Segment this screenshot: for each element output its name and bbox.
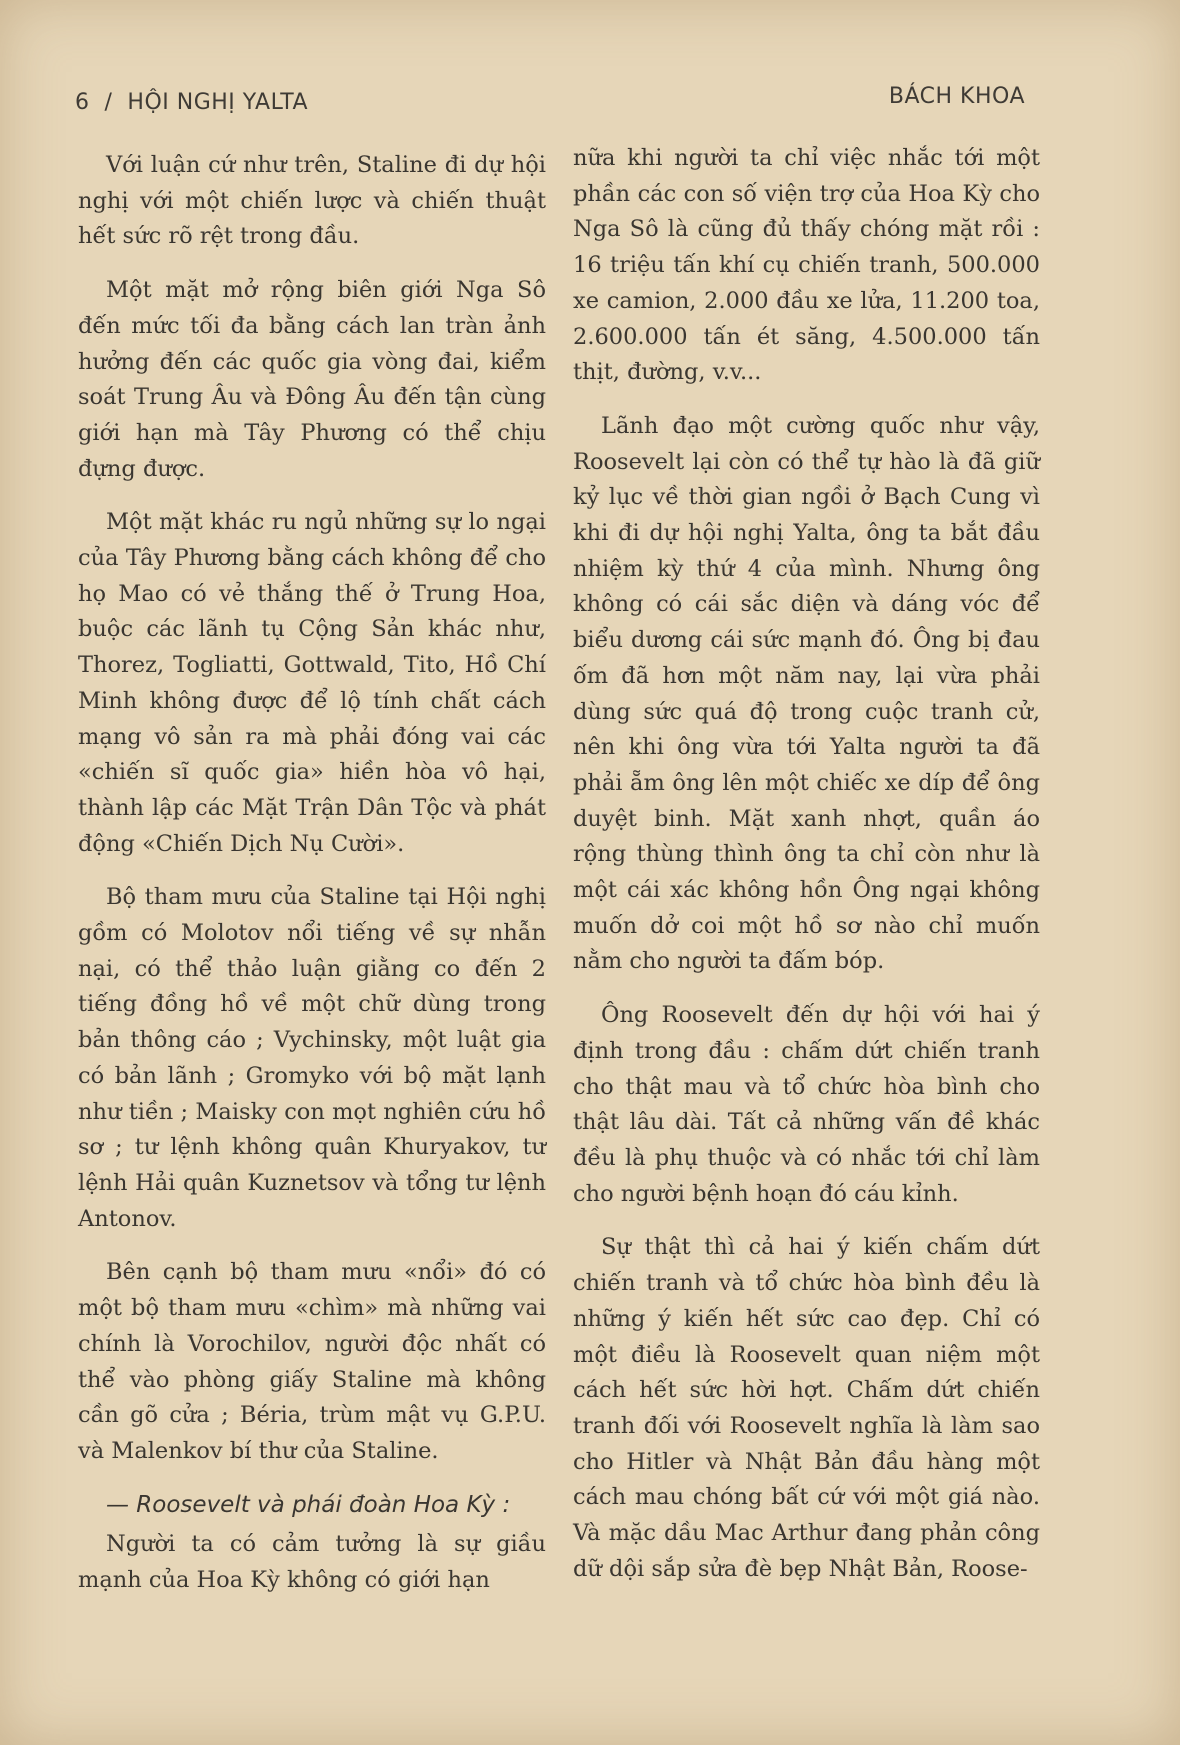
section-heading: — Roosevelt và phái đoàn Hoa Kỳ : — [106, 1491, 511, 1518]
left-column — [78, 148, 546, 1599]
paragraph: Một mặt mở rộng biên giới Nga Sô đến mức tối đa bằng cách lan tràn ảnh hưởng đến các quốc gia vòng đai, kiểm soát Trung Âu và Đông Âu đến tận cùng giới hạn mà Tây Phương có thể chịu đựng được. — [78, 277, 546, 482]
running-title: HỘI NGHỊ YALTA — [127, 90, 309, 115]
paragraph: Sự thật thì cả hai ý kiến chấm dứt chiến tranh và tổ chức hòa bình đều là những ý kiến hết sức cao đẹp. Chỉ có một điều là Roosevelt quan niệm một cách hết sức hời hợt. Chấm dứt chiến tranh đối với Roosevelt nghĩa là làm sao cho Hitler và Nhật Bản đầu hàng một cách mau chóng bất cứ với một giá nào. Và mặc dầu Mac Arthur đang phản công dữ dội sắp sửa đè bẹp Nhật Bản, Roose- — [573, 1234, 1040, 1582]
paragraph: Lãnh đạo một cường quốc như vậy, Roosevelt lại còn có thể tự hào là đã giữ kỷ lục về thời gian ngồi ở Bạch Cung vì khi đi dự hội nghị Yalta, ông ta bắt đầu nhiệm kỳ thứ 4 của mình. Nhưng ông không có cái sắc diện và dáng vóc để biểu dương cái sức mạnh đó. Ông bị đau ốm đã hơn một năm nay, lại vừa phải dùng sức quá độ trong cuộc tranh cử, nên khi ông vừa tới Yalta người ta đã phải ẵm ông lên một chiếc xe díp để ông duyệt binh. Mặt xanh nhợt, quần áo rộng thùng thình ông ta chỉ còn như là một cái xác không hồn Ông ngại không muốn dở coi một hồ sơ nào chỉ muốn nằm cho người ta đấm bóp. — [573, 412, 1040, 975]
paragraph: Ông Roosevelt đến dự hội với hai ý định trong đầu : chấm dứt chiến tranh cho thật mau và tổ chức hòa bình cho thật lâu dài. Tất cả những vấn đề khác đều là phụ thuộc và có nhắc tới chỉ làm cho người bệnh hoạn đó cáu kỉnh. — [573, 1002, 1040, 1207]
paragraph: Bên cạnh bộ tham mưu «nổi» đó có một bộ tham mưu «chìm» mà những vai chính là Vorochilov, người độc nhất có thể vào phòng giấy Staline mà không cần gõ cửa ; Béria, trùm mật vụ G.P.U. và Malenkov bí thư của Staline. — [78, 1259, 546, 1464]
paragraph: Bộ tham mưu của Staline tại Hội nghị gồm có Molotov nổi tiếng về sự nhẫn nại, có thể thảo luận giằng co đến 2 tiếng đồng hồ về một chữ dùng trong bản thông cáo ; Vychinsky, một luật gia có bản lãnh ; Gromyko với bộ mặt lạnh như tiền ; Maisky con mọt nghiên cứu hồ sơ ; tư lệnh không quân Khuryakov, tư lệnh Hải quân Kuznetsov và tổng tư lệnh Antonov. — [78, 884, 546, 1232]
right-column — [573, 141, 1040, 1587]
paragraph: Người ta có cảm tưởng là sự giầu mạnh của Hoa Kỳ không có giới hạn — [78, 1531, 546, 1594]
header-separator: / — [104, 90, 113, 115]
paragraph: Với luận cứ như trên, Staline đi dự hội nghị với một chiến lược và chiến thuật hết sức rõ rệt trong đầu. — [78, 152, 546, 250]
page-number: 6 — [75, 90, 90, 115]
header-left — [75, 90, 308, 115]
paragraph: nữa khi người ta chỉ việc nhắc tới một phần các con số viện trợ của Hoa Kỳ cho Nga Sô là cũng đủ thấy chóng mặt rồi : 16 triệu tấn khí cụ chiến tranh, 500.000 xe camion, 2.000 đầu xe lửa, 11.200 toa, 2.600.000 tấn ét săng, 4.500.000 tấn thịt, đường, v.v... — [573, 145, 1040, 386]
paragraph: Một mặt khác ru ngủ những sự lo ngại của Tây Phương bằng cách không để cho họ Mao có vẻ thắng thế ở Trung Hoa, buộc các lãnh tụ Cộng Sản khác như, Thorez, Togliatti, Gottwald, Tito, Hồ Chí Minh không được để lộ tính chất cách mạng vô sản ra mà phải đóng vai các «chiến sĩ quốc gia» hiền hòa vô hại, thành lập các Mặt Trận Dân Tộc và phát động «Chiến Dịch Nụ Cười». — [78, 509, 546, 857]
publication-name: BÁCH KHOA — [888, 84, 1025, 109]
